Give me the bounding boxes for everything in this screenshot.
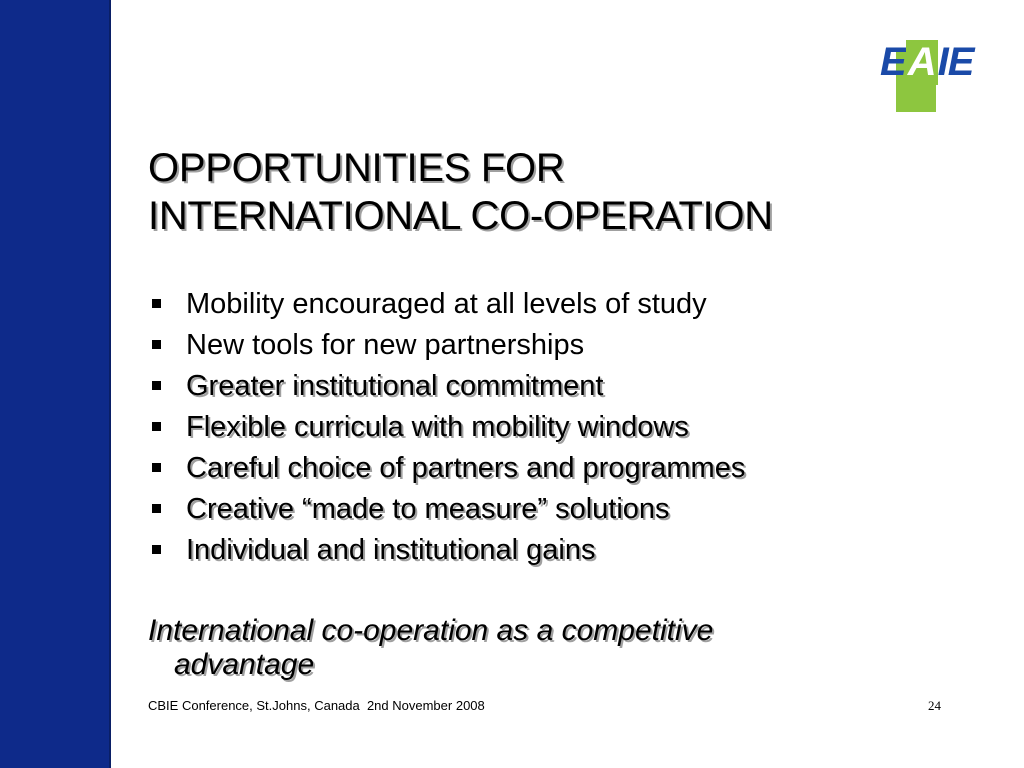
bullet-list bbox=[148, 284, 968, 571]
logo-letter-e: E bbox=[880, 40, 906, 84]
bullet-text: Individual and institutional gains bbox=[186, 534, 596, 566]
bullet-marker bbox=[152, 504, 161, 513]
bullet-item bbox=[148, 448, 968, 489]
bullet-item bbox=[148, 325, 968, 366]
slide-title bbox=[148, 144, 968, 240]
bullet-marker bbox=[152, 545, 161, 554]
bullet-item bbox=[148, 530, 968, 571]
footer-text: CBIE Conference, St.Johns, Canada 2nd November 2008 bbox=[148, 698, 485, 713]
bullet-marker bbox=[152, 340, 161, 349]
bullet-item bbox=[148, 407, 968, 448]
bullet-text: Creative “made to measure” solutions bbox=[186, 493, 670, 525]
bullet-marker bbox=[152, 381, 161, 390]
page-number: 24 bbox=[928, 698, 941, 713]
note-line-2: advantage bbox=[174, 648, 315, 681]
bullet-text: Mobility encouraged at all levels of study bbox=[186, 288, 707, 320]
left-sidebar-bar bbox=[0, 0, 111, 768]
logo-text bbox=[880, 40, 990, 85]
title-line-2: INTERNATIONAL CO-OPERATION bbox=[148, 194, 773, 238]
title-line-1: OPPORTUNITIES FOR bbox=[148, 146, 565, 190]
bullet-item bbox=[148, 366, 968, 407]
bullet-text: Greater institutional commitment bbox=[186, 370, 604, 402]
bullet-item bbox=[148, 284, 968, 325]
logo-letter-a: A bbox=[907, 40, 936, 84]
bullet-marker bbox=[152, 463, 161, 472]
eaie-logo bbox=[880, 30, 990, 114]
logo-letters-ie: IE bbox=[937, 40, 974, 84]
conclusion-note bbox=[148, 614, 928, 682]
bullet-text: Flexible curricula with mobility windows bbox=[186, 411, 689, 443]
bullet-item bbox=[148, 489, 968, 530]
bullet-text: Careful choice of partners and programmes bbox=[186, 452, 746, 484]
bullet-marker bbox=[152, 299, 161, 308]
bullet-marker bbox=[152, 422, 161, 431]
bullet-text: New tools for new partnerships bbox=[186, 329, 585, 361]
note-line-1: International co-operation as a competitive bbox=[148, 614, 714, 647]
